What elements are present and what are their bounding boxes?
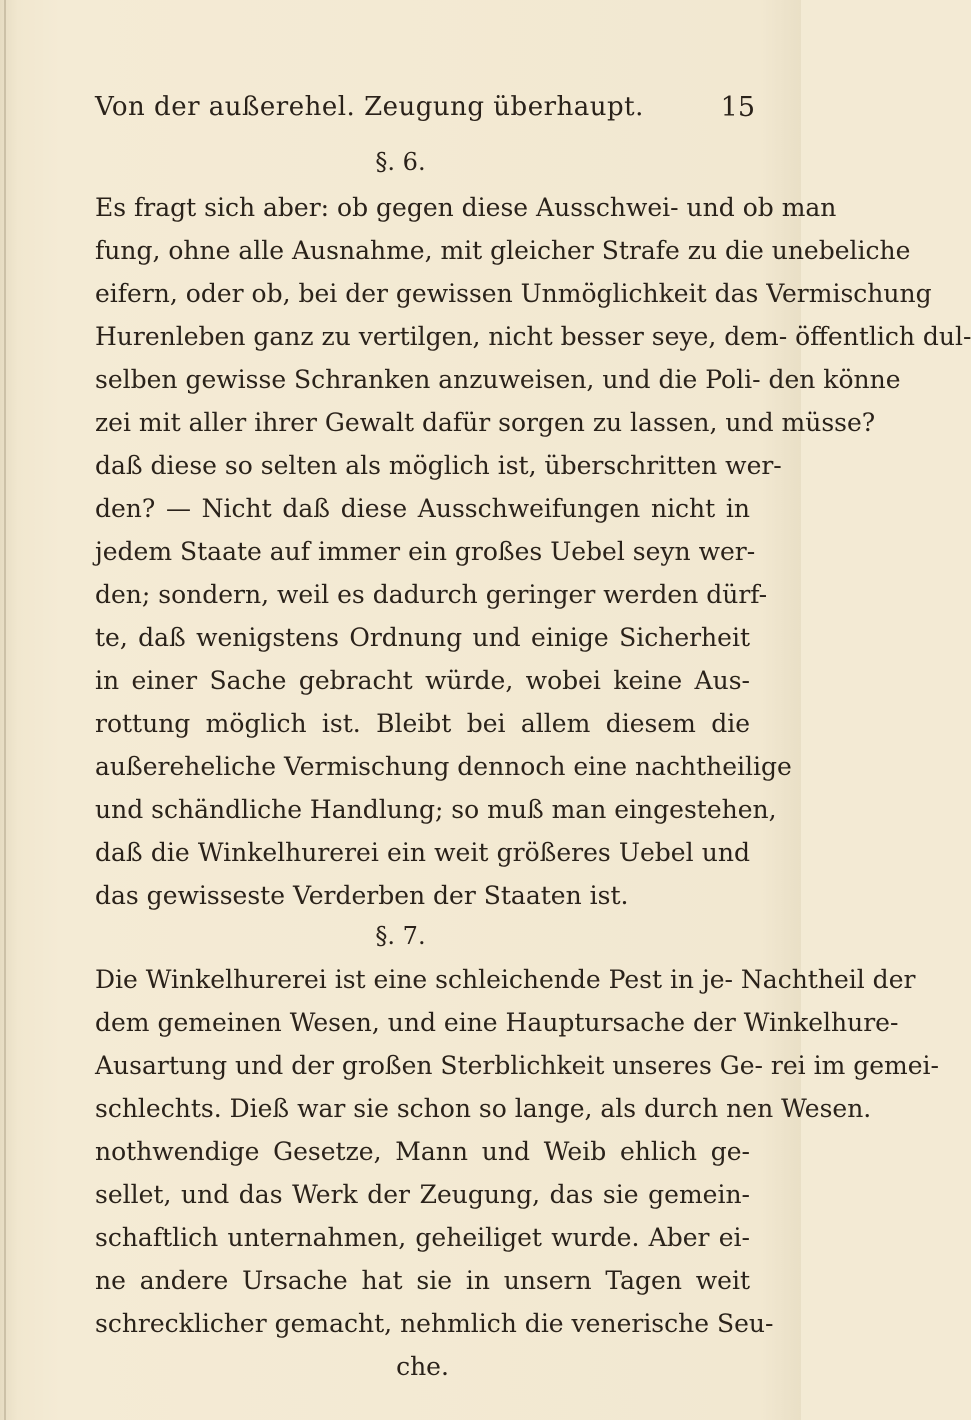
page-number: 15: [720, 92, 755, 123]
text-line: Hurenleben ganz zu vertilgen, nicht besser seye, dem- öffentlich dul-: [95, 322, 971, 351]
text-line: ne andere Ursache hat sie in unsern Tagen weit: [95, 1266, 750, 1295]
paragraph-section-7: [95, 958, 939, 1388]
text-line: außereheliche Vermischung dennoch eine nachtheilige: [95, 752, 792, 781]
running-title: Von der außerehel. Zeugung überhaupt.: [95, 92, 644, 122]
text-line: Es fragt sich aber: ob gegen diese Ausschwei- und ob man: [95, 193, 837, 222]
text-line: zei mit aller ihrer Gewalt dafür sorgen zu lassen, und müsse?: [95, 408, 876, 437]
text-line: Ausartung und der großen Sterblichkeit unseres Ge- rei im gemei-: [95, 1051, 939, 1080]
section-heading-7: §. 7.: [375, 922, 426, 950]
text-line: jedem Staate auf immer ein großes Uebel seyn wer-: [95, 537, 756, 566]
text-line: rottung möglich ist. Bleibt bei allem diesem die: [95, 709, 750, 738]
text-line: Die Winkelhurerei ist eine schleichende Pest in je- Nachtheil der: [95, 965, 916, 994]
text-line: den; sondern, weil es dadurch geringer werden dürf-: [95, 580, 768, 609]
text-line: schlechts. Dieß war sie schon so lange, als durch nen Wesen.: [95, 1094, 872, 1123]
text-line: fung, ohne alle Ausnahme, mit gleicher Strafe zu die unebeliche: [95, 236, 911, 265]
text-line: daß diese so selten als möglich ist, überschritten wer-: [95, 451, 782, 480]
text-line: che.: [396, 1352, 449, 1381]
text-line: sellet, und das Werk der Zeugung, das sie gemein-: [95, 1180, 750, 1209]
text-line: eifern, oder ob, bei der gewissen Unmöglichkeit das Vermischung: [95, 279, 932, 308]
section-heading-6: §. 6.: [375, 148, 426, 176]
paragraph-section-6: [95, 186, 971, 917]
text-line: te, daß wenigstens Ordnung und einige Sicherheit: [95, 623, 750, 652]
text-line: in einer Sache gebracht würde, wobei keine Aus-: [95, 666, 750, 695]
text-line: und schändliche Handlung; so muß man eingestehen,: [95, 795, 777, 824]
text-line: daß die Winkelhurerei ein weit größeres Uebel und: [95, 838, 750, 867]
text-line: schrecklicher gemacht, nehmlich die venerische Seu-: [95, 1309, 774, 1338]
text-line: selben gewisse Schranken anzuweisen, und die Poli- den könne: [95, 365, 901, 394]
text-line: nothwendige Gesetze, Mann und Weib ehlich ge-: [95, 1137, 750, 1166]
text-line: schaftlich unternahmen, geheiliget wurde. Aber ei-: [95, 1223, 750, 1252]
binding-edge: [4, 0, 6, 1420]
text-line: das gewisseste Verderben der Staaten ist.: [95, 881, 629, 910]
text-line: dem gemeinen Wesen, und eine Hauptursache der Winkelhure-: [95, 1008, 899, 1037]
page-header: [95, 92, 755, 132]
text-line: den? — Nicht daß diese Ausschweifungen nicht in: [95, 494, 750, 523]
